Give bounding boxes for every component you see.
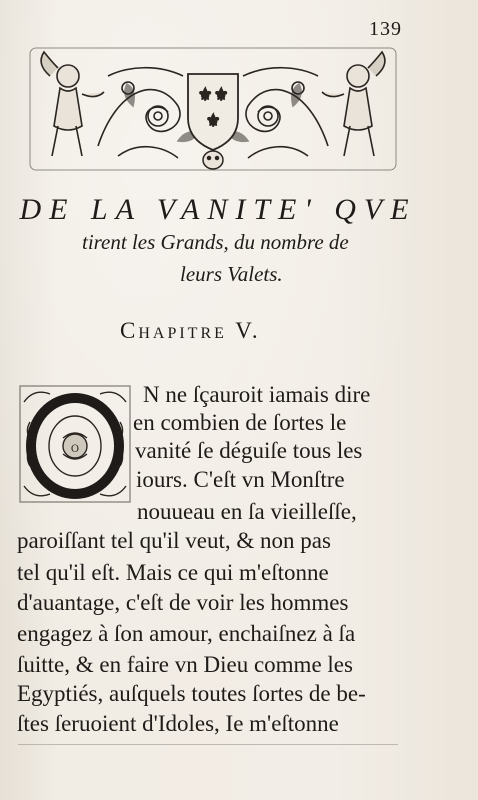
title-line-2: tirent les Grands, du nombre de — [82, 230, 349, 254]
body-line-9: engagez à ſon amour, enchaiſnez à ſa — [17, 621, 356, 646]
ornamental-headpiece — [28, 46, 398, 172]
svg-text:⚜: ⚜ — [214, 85, 229, 104]
body-line-5: nouueau en ſa vieilleſſe, — [137, 499, 357, 524]
bottom-rule — [18, 744, 398, 745]
svg-text:⚜: ⚜ — [206, 111, 221, 130]
body-line-3: vanité ſe déguiſe tous les — [135, 438, 363, 463]
body-line-1: N ne ſçauroit iamais dire — [143, 382, 371, 407]
right-cherub-figure — [322, 52, 385, 156]
fleur-de-lis-shield — [188, 74, 238, 150]
svg-text:⚜: ⚜ — [198, 85, 213, 104]
body-line-8: d'auantage, c'eſt de voir les hommes — [17, 590, 349, 615]
body-line-7: tel qu'il eſt. Mais ce qui m'eſtonne — [17, 560, 329, 585]
page-number: 139 — [369, 18, 402, 40]
grotesque-mask — [203, 151, 223, 169]
body-line-6: paroiſſant tel qu'il veut, & non pas — [17, 528, 331, 553]
title-line-1: DE LA VANITE' QVE — [19, 193, 417, 226]
body-line-4: iours. C'eſt vn Monſtre — [136, 467, 345, 492]
drop-cap-letter: O — [70, 444, 80, 455]
body-line-11: Egyptiés, auſquels toutes ſortes de be- — [17, 681, 366, 706]
body-line-12: ſtes ſeruoient d'Idoles, Ie m'eſtonne — [17, 711, 339, 736]
title-line-3: leurs Valets. — [180, 262, 283, 286]
ornamented-drop-cap — [16, 382, 134, 506]
left-cherub-figure — [41, 52, 104, 156]
body-line-10: ſuitte, & en faire vn Dieu comme les — [17, 652, 353, 677]
body-line-2: en combien de ſortes le — [133, 410, 347, 435]
chapter-heading: Chapitre V. — [120, 318, 261, 343]
